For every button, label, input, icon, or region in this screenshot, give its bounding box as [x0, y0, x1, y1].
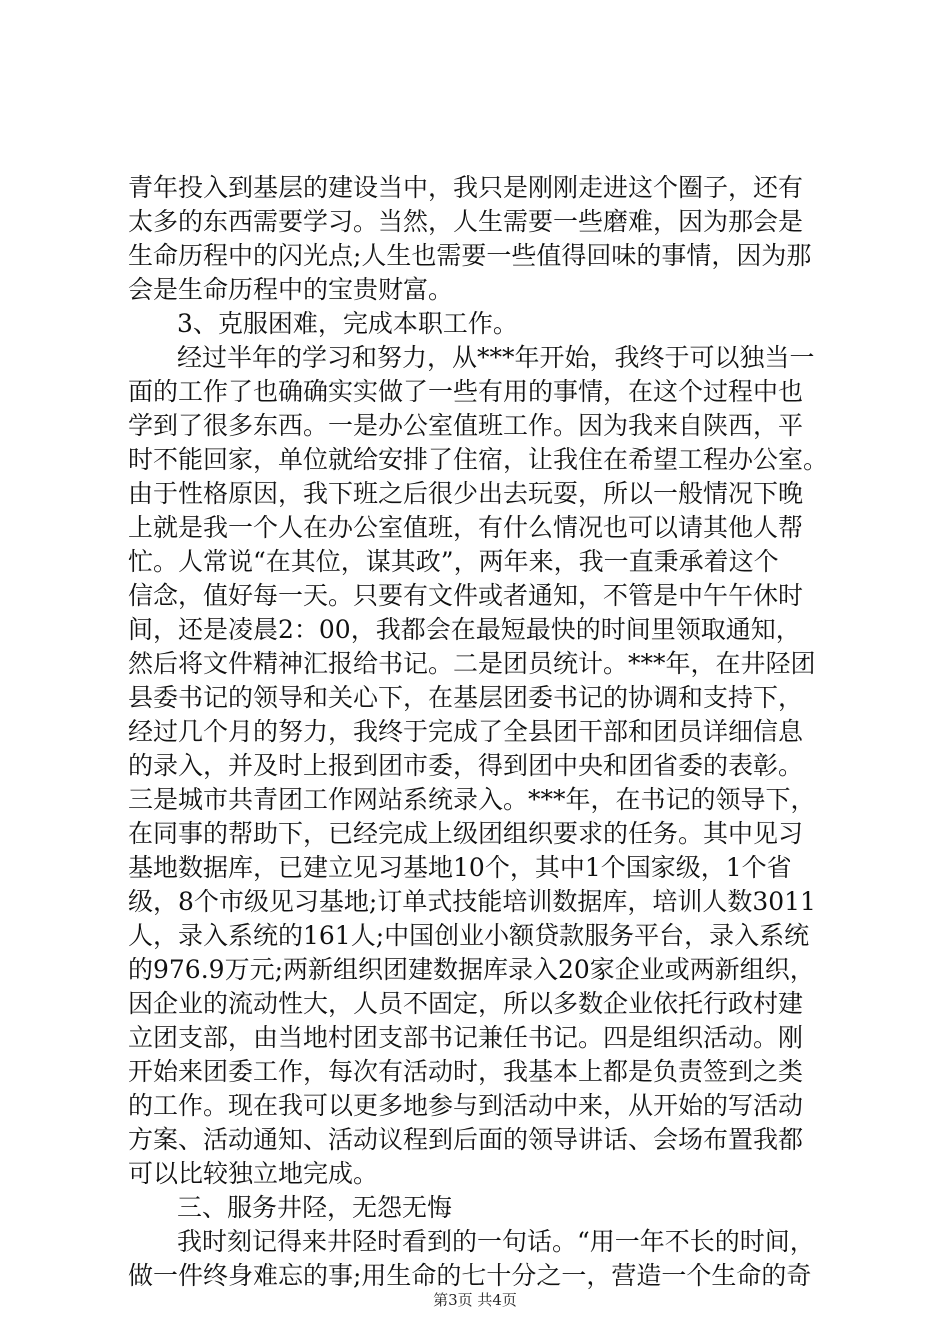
text-line: 人，录入系统的161人;中国创业小额贷款服务平台，录入系统 [128, 921, 810, 950]
text-line: 县委书记的领导和关心下，在基层团委书记的协调和支持下， [128, 683, 804, 712]
text-line: 上就是我一个人在办公室值班，有什么情况也可以请其他人帮 [128, 513, 804, 542]
text-line: 学到了很多东西。一是办公室值班工作。因为我来自陕西，平 [128, 411, 804, 440]
text-line: 面的工作了也确确实实做了一些有用的事情，在这个过程中也 [128, 377, 804, 406]
text-line: 间，还是凌晨2：00，我都会在最短最快的时间里领取通知， [128, 615, 801, 644]
text-line: 经过几个月的努力，我终于完成了全县团干部和团员详细信息 [128, 717, 804, 746]
text-line: 我时刻记得来井陉时看到的一句话。“用一年不长的时间， [177, 1227, 815, 1256]
text-line: 级，8个市级见习基地;订单式技能培训数据库，培训人数3011 [128, 887, 816, 916]
text-line: 太多的东西需要学习。当然，人生需要一些磨难，因为那会是 [128, 207, 804, 236]
text-line: 经过半年的学习和努力，从***年开始，我终于可以独当一 [177, 343, 815, 372]
text-line: 开始来团委工作，每次有活动时，我基本上都是负责签到之类 [128, 1057, 804, 1086]
text-line: 生命历程中的闪光点;人生也需要一些值得回味的事情，因为那 [128, 241, 812, 270]
text-line: 立团支部，由当地村团支部书记兼任书记。四是组织活动。刚 [128, 1023, 804, 1052]
text-line: 忙。人常说“在其位，谋其政”，两年来，我一直秉承着这个 [128, 547, 779, 576]
text-line: 由于性格原因，我下班之后很少出去玩耍，所以一般情况下晚 [128, 479, 804, 508]
text-line: 会是生命历程中的宝贵财富。 [128, 275, 454, 304]
text-line: 在同事的帮助下，已经完成上级团组织要求的任务。其中见习 [128, 819, 804, 848]
page-number-footer: 第3页 共4页 [433, 1291, 517, 1309]
text-line: 的录入，并及时上报到团市委，得到团中央和团省委的表彰。 [128, 751, 804, 780]
text-line: 因企业的流动性大，人员不固定，所以多数企业依托行政村建 [128, 989, 804, 1018]
text-line: 基地数据库，已建立见习基地10个，其中1个国家级，1个省 [128, 853, 792, 882]
text-line: 青年投入到基层的建设当中，我只是刚刚走进这个圈子，还有 [128, 173, 804, 202]
text-line: 的976.9万元;两新组织团建数据库录入20家企业或两新组织， [128, 955, 815, 984]
text-line: 三是城市共青团工作网站系统录入。***年，在书记的领导下， [128, 785, 816, 814]
section-heading: 三、服务井陉，无怨无悔 [177, 1193, 453, 1222]
text-line: 可以比较独立地完成。 [128, 1159, 379, 1188]
section-heading: 3、克服困难，完成本职工作。 [177, 309, 518, 338]
text-line: 的工作。现在我可以更多地参与到活动中来，从开始的写活动 [128, 1091, 804, 1120]
text-line: 方案、活动通知、活动议程到后面的领导讲话、会场布置我都 [128, 1125, 804, 1154]
text-line: 时不能回家，单位就给安排了住宿，让我住在希望工程办公室。 [128, 445, 829, 474]
text-line: 信念，值好每一天。只要有文件或者通知，不管是中午午休时 [128, 581, 804, 610]
text-line: 然后将文件精神汇报给书记。二是团员统计。***年，在井陉团 [128, 649, 816, 678]
text-line: 做一件终身难忘的事;用生命的七十分之一，营造一个生命的奇 [128, 1261, 812, 1290]
